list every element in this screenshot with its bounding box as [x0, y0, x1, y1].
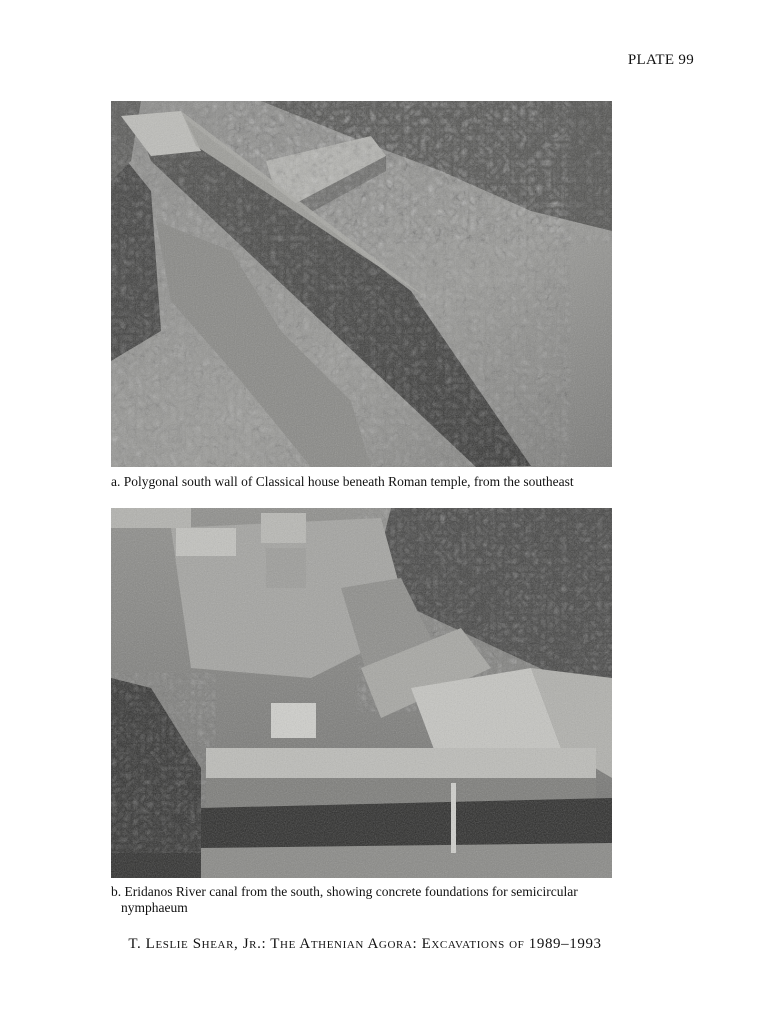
figure-a-photo	[111, 101, 612, 467]
figure-b-caption: b. Eridanos River canal from the south, showing concrete foundations for semicircular nymphaeum	[111, 884, 578, 915]
running-footer: T. Leslie Shear, Jr.: The Athenian Agora: Excavations of 1989–1993	[128, 936, 602, 952]
figure-a-caption: a. Polygonal south wall of Classical house beneath Roman temple, from the southeast	[111, 474, 574, 489]
plate-label: PLATE 99	[627, 52, 694, 68]
canal-photo-b	[111, 508, 612, 878]
wall-photo-a	[111, 101, 612, 467]
figure-b-photo	[111, 508, 612, 878]
